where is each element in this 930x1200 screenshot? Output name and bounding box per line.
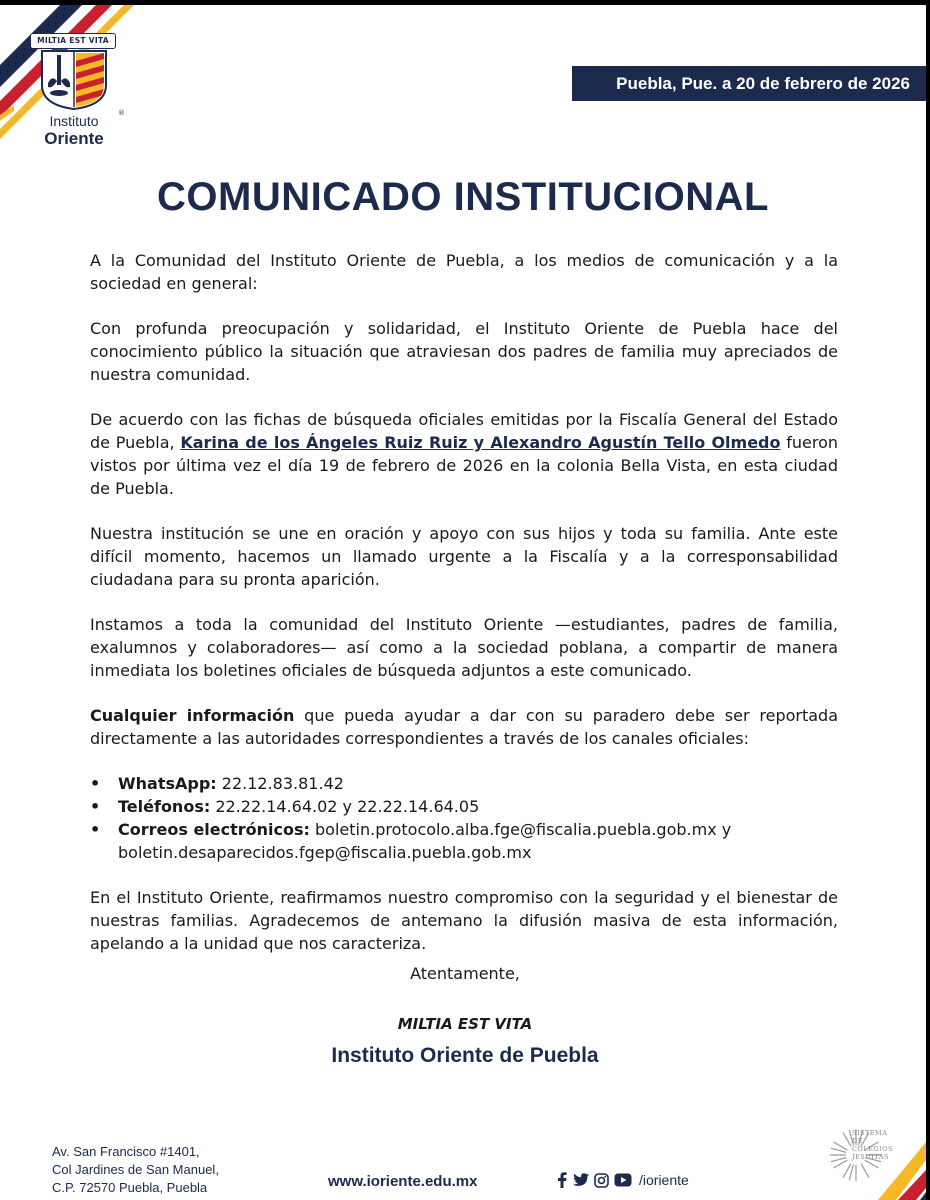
document-page — [0, 5, 926, 1200]
registered-mark: ® — [118, 109, 125, 117]
footer-address — [52, 1143, 292, 1197]
document-title: COMUNICADO INSTITUCIONAL — [157, 175, 769, 219]
address-line1: Av. San Francisco #1401, — [52, 1144, 200, 1159]
contact-label: WhatsApp: — [118, 774, 217, 793]
search-notice-intro: De acuerdo con las fichas de búsqueda oficiales emitidas por la Fiscalía General del Estado de Puebla, — [90, 410, 838, 452]
paragraph-support: Nuestra institución se une en oración y apoyo con sus hijos y toda su familia. Ante este difícil momento, hacemos un llamado urgente a la Fiscalía y a la corresponsabilidad ciudadana para su pronta aparición. — [90, 524, 838, 589]
contact-label: Correos electrónicos: — [118, 820, 310, 839]
date-banner — [572, 66, 926, 101]
paragraph-report — [90, 704, 838, 750]
social-handle[interactable]: /ioriente — [639, 1172, 689, 1188]
contact-list — [90, 772, 838, 864]
facebook-icon[interactable] — [556, 1172, 568, 1188]
instagram-icon[interactable] — [594, 1173, 609, 1188]
contact-value: boletin.protocolo.alba.fge@fiscalia.puebla.gob.mx y boletin.desaparecidos.fgep@fiscalia.puebla.gob.mx — [118, 820, 732, 862]
paragraph-call-to-share: Instamos a toda la comunidad del Instituto Oriente —estudiantes, padres de familia, exalumnos y colaboradores— así como a la sociedad poblana, a compartir de manera inmediata los boletines oficiales de búsqueda adjuntos a este comunicado. — [90, 615, 838, 680]
report-emphasis: Cualquier información — [90, 706, 295, 725]
contact-value: 22.12.83.81.42 — [216, 774, 344, 793]
shield-icon — [40, 49, 108, 111]
logo-name-line2: Oriente — [44, 129, 104, 148]
search-notice-details: fueron vistos por última vez el día 19 de febrero de 2026 en la colonia Bella Vista, en esta ciudad de Puebla. — [90, 433, 839, 498]
date-line: Puebla, Pue. a 20 de febrero de 2026 — [616, 73, 910, 93]
contact-phones — [90, 795, 838, 818]
youtube-icon[interactable] — [614, 1173, 632, 1187]
logo-motto-ribbon: MILTIA EST VITA — [30, 33, 116, 49]
contact-value: 22.22.14.64.02 y 22.22.14.64.05 — [210, 797, 480, 816]
contact-emails — [90, 818, 838, 864]
paragraph-concern: Con profunda preocupación y solidaridad, el Instituto Oriente de Puebla hace del conocimiento público la situación que atraviesan dos padres de familia muy apreciados de nuestra comunidad. — [90, 319, 838, 384]
twitter-icon[interactable] — [573, 1173, 589, 1187]
address-line2: Col Jardines de San Manuel, — [52, 1162, 219, 1177]
footer-social — [556, 1172, 689, 1188]
closing-salutation: Atentamente, — [410, 964, 520, 983]
contact-whatsapp — [90, 772, 838, 795]
paragraph-greeting: A la Comunidad del Instituto Oriente de Puebla, a los medios de comunicación y a la sociedad en general: — [90, 251, 838, 293]
institution-logo — [30, 33, 125, 153]
signature-motto: MILTIA EST VITA — [397, 1015, 533, 1033]
paragraph-search-notice — [90, 408, 838, 500]
footer-website[interactable]: www.ioriente.edu.mx — [328, 1173, 478, 1190]
paragraph-closing: En el Instituto Oriente, reafirmamos nuestro compromiso con la seguridad y el bienestar de nuestras familias. Agradecemos de antemano la difusión masiva de esta información, apelando a la unidad que nos caracteriza. — [90, 888, 838, 953]
document-body — [90, 249, 838, 977]
partner-logo-text: SISTEMA DE COLEGIOS JESUITAS — [852, 1129, 893, 1161]
report-text: que pueda ayudar a dar con su paradero debe ser reportada directamente a las autoridades correspondientes a través de los canales oficiales: — [90, 706, 839, 748]
missing-persons-names: Karina de los Ángeles Ruiz Ruiz y Alexandro Agustín Tello Olmedo — [180, 433, 781, 452]
address-line3: C.P. 72570 Puebla, Puebla — [52, 1180, 208, 1195]
logo-name-line1: Instituto — [49, 113, 99, 129]
contact-label: Teléfonos: — [118, 797, 211, 816]
signature-institution: Instituto Oriente de Puebla — [331, 1044, 599, 1067]
left-edge-accent — [0, 105, 30, 145]
